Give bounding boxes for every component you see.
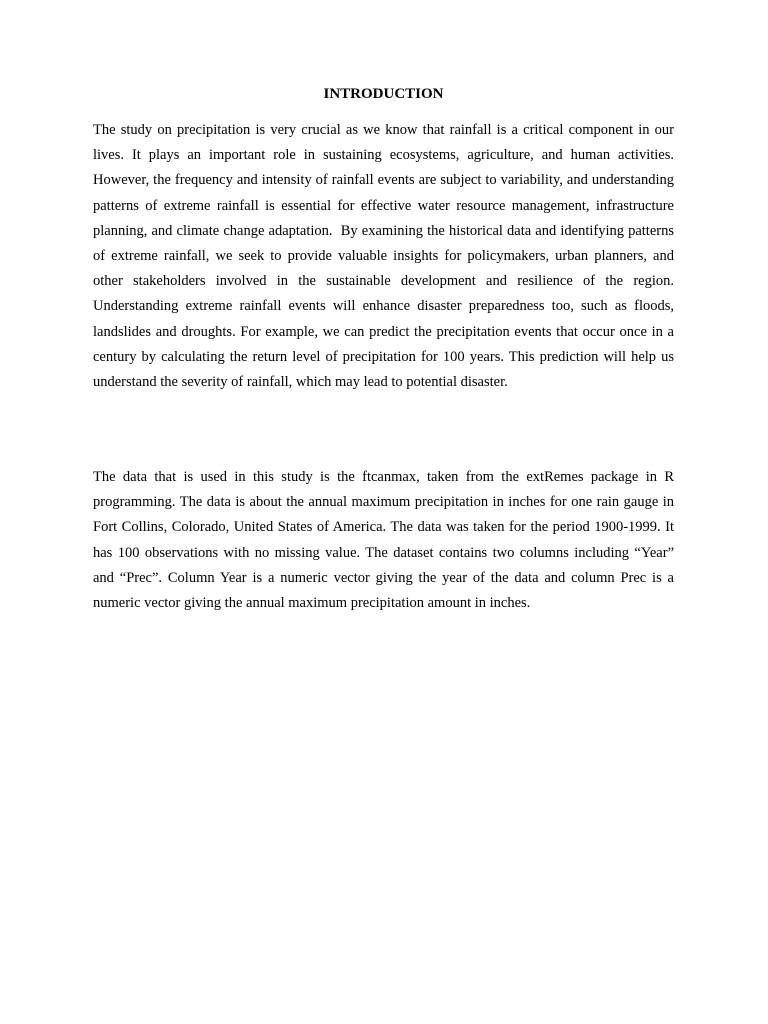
intro-paragraph: The study on precipitation is very crucial as we know that rainfall is a critical component in our lives. It plays an important role in sustaining ecosystems, agriculture, and human activities. However, the frequency and intensity of rainfall events are subject to variability, and understanding patterns of extreme rainfall is essential for effective water resource management, infrastructure planning, and climate change adaptation. By examining the historical data and identifying patterns of extreme rainfall, we seek to provide valuable insights for policymakers, urban planners, and other stakeholders involved in the sustainable development and resilience of the region. Understanding extreme rainfall events will enhance disaster preparedness too, such as floods, landslides and droughts. For example, we can predict the precipitation events that occur once in a century by calculating the return level of precipitation for 100 years. This prediction will help us understand the severity of rainfall, which may lead to potential disaster. xyxy=(93,122,678,391)
data-description-paragraph: The data that is used in this study is the ftcanmax, taken from the extRemes package in R programming. The data is about the annual maximum precipitation in inches for one rain gauge in Fort Collins, Colorado, United States of America. The data was taken for the period 1900-1999. It has 100 observations with no missing value. The dataset contains two columns including “Year” and “Prec”. Column Year is a numeric vector giving the year of the data and column Prec is a numeric vector giving the annual maximum precipitation amount in inches. xyxy=(93,469,678,612)
section-heading: INTRODUCTION xyxy=(323,86,444,102)
